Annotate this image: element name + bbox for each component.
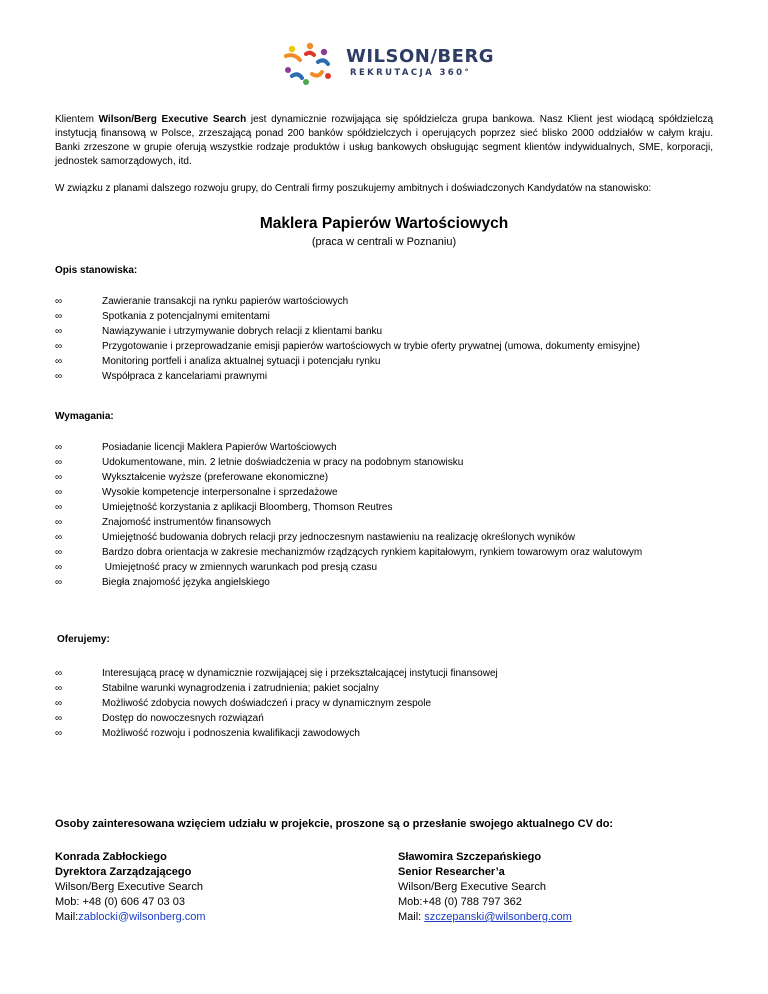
section-heading-requirements: Wymagania: — [55, 411, 114, 422]
infinity-bullet-icon: ∞ — [55, 341, 63, 352]
infinity-bullet-icon: ∞ — [55, 457, 63, 468]
list-item-text: Wysokie kompetencje interpersonalne i sprzedażowe — [102, 487, 338, 498]
list-item — [55, 666, 498, 681]
position-title: Maklera Papierów Wartościowych — [259, 215, 509, 232]
list-item-text: Współpraca z kancelariami prawnymi — [102, 371, 268, 382]
list-item — [55, 369, 640, 384]
contact-mail-line — [398, 910, 718, 925]
list-item-text: Zawieranie transakcji na rynku papierów wartościowych — [102, 296, 349, 307]
logo-dot-yellow — [289, 46, 295, 52]
list-item — [55, 711, 498, 726]
lead-sentence: W związku z planami dalszego rozwoju grupy, do Centrali firmy poszukujemy ambitnych i doświadczonych Kandydatów na stanowisko: — [55, 183, 652, 194]
list-item-text: Spotkania z potencjalnymi emitentami — [102, 311, 270, 322]
infinity-bullet-icon: ∞ — [55, 683, 63, 694]
contact-card-1 — [55, 850, 375, 925]
list-item — [55, 681, 498, 696]
infinity-bullet-icon: ∞ — [55, 311, 63, 322]
contact-name: Konrada Zabłockiego — [55, 851, 167, 863]
list-item-text: Stabilne warunki wynagrodzenia i zatrudnienia; pakiet socjalny — [102, 683, 379, 694]
list-item — [55, 470, 642, 485]
logo-dot-orange — [307, 43, 313, 49]
infinity-bullet-icon: ∞ — [55, 487, 63, 498]
infinity-bullet-icon: ∞ — [55, 562, 63, 573]
email-link[interactable]: szczepanski@wilsonberg.com — [424, 911, 572, 923]
list-item — [55, 696, 498, 711]
list-item-text: Monitoring portfeli i analiza aktualnej sytuacji i potencjału rynku — [102, 356, 381, 367]
logo-arc-blue — [318, 60, 328, 64]
infinity-bullet-icon: ∞ — [55, 326, 63, 337]
list-item — [55, 500, 642, 515]
infinity-bullet-icon: ∞ — [55, 668, 63, 679]
contact-company: Wilson/Berg Executive Search — [55, 881, 203, 893]
list-item-text: Umiejętność korzystania z aplikacji Bloomberg, Thomson Reutres — [102, 502, 393, 513]
list-item — [55, 354, 640, 369]
offer-list — [55, 666, 498, 741]
list-item — [55, 309, 640, 324]
logo-arc-red — [306, 53, 314, 55]
list-item — [55, 485, 642, 500]
list-item-text: Bardzo dobra orientacja w zakresie mechanizmów rządzących rynkiem kapitałowym, rynkiem towarowym oraz walutowym — [102, 547, 643, 558]
logo-mark-icon — [280, 40, 340, 88]
infinity-bullet-icon: ∞ — [55, 296, 63, 307]
list-item — [55, 440, 642, 455]
list-item — [55, 575, 642, 590]
position-location: (praca w centrali w Poznaniu) — [311, 236, 457, 248]
logo-tagline: REKRUTACJA 360° — [350, 68, 472, 78]
infinity-bullet-icon: ∞ — [55, 502, 63, 513]
description-list — [55, 294, 640, 384]
list-item — [55, 324, 640, 339]
infinity-bullet-icon: ∞ — [55, 547, 63, 558]
list-item-text: Dostęp do nowoczesnych rozwiązań — [102, 713, 264, 724]
section-heading-description: Opis stanowiska: — [55, 265, 138, 276]
logo-dot-red — [325, 73, 331, 79]
infinity-bullet-icon: ∞ — [55, 698, 63, 709]
list-item — [55, 560, 642, 575]
intro-paragraph — [55, 113, 713, 169]
infinity-bullet-icon: ∞ — [55, 532, 63, 543]
list-item-text: Interesującą pracę w dynamicznie rozwijającej się i przekształcającej instytucji finansowej — [102, 668, 498, 679]
logo-arc-blue-2 — [292, 74, 302, 78]
infinity-bullet-icon: ∞ — [55, 442, 63, 453]
logo-arc-orange-2 — [312, 72, 322, 76]
list-item-text: Umiejętność pracy w zmiennych warunkach pod presją czasu — [102, 562, 378, 573]
infinity-bullet-icon: ∞ — [55, 472, 63, 483]
list-item — [55, 726, 498, 741]
list-item-text: Możliwość rozwoju i podnoszenia kwalifikacji zawodowych — [102, 728, 360, 739]
email-link[interactable]: zablocki@wilsonberg.com — [78, 911, 206, 923]
contact-role: Dyrektora Zarządzającego — [55, 866, 192, 878]
contact-mail-line — [55, 910, 375, 925]
list-item-text: Nawiązywanie i utrzymywanie dobrych relacji z klientami banku — [102, 326, 383, 337]
infinity-bullet-icon: ∞ — [55, 713, 63, 724]
contact-card-2 — [398, 850, 718, 925]
list-item — [55, 455, 642, 470]
list-item — [55, 530, 642, 545]
list-item — [55, 515, 642, 530]
list-item-text: Znajomość instrumentów finansowych — [102, 517, 271, 528]
logo-arc-orange — [286, 55, 300, 60]
requirements-list — [55, 440, 642, 590]
contact-name: Sławomira Szczepańskiego — [398, 851, 542, 863]
list-item — [55, 545, 642, 560]
list-item-text: Biegła znajomość języka angielskiego — [102, 577, 270, 588]
mail-label: Mail: — [55, 911, 79, 923]
list-item-text: Przygotowanie i przeprowadzanie emisji papierów wartościowych w trybie oferty prywatnej (umowa, dokumenty emisyjne) — [102, 341, 640, 352]
list-item-text: Udokumentowane, min. 2 letnie doświadczenia w pracy na podobnym stanowisku — [102, 457, 464, 468]
contact-phone: Mob:+48 (0) 788 797 362 — [398, 896, 522, 908]
infinity-bullet-icon: ∞ — [55, 517, 63, 528]
infinity-bullet-icon: ∞ — [55, 371, 63, 382]
client-name: Wilson/Berg Executive Search — [98, 114, 247, 125]
infinity-bullet-icon: ∞ — [55, 577, 63, 588]
intro-body: jest dynamicznie rozwijająca się spółdzielcza grupa bankowa. Nasz Klient jest wiodącą spółdzielczą instytucją finansową w Polsce, zrzeszającą ponad 200 banków spółdzielczych i operujących poprzez sieć blisko 2000 oddziałów w całym kraju. Banki zrzeszone w grupie oferują wszystkie rodzaje produktów i usług bankowych obsługując segment klientów indywidualnych, SME, korporacji, jednostek samorządowych, itd. — [55, 114, 714, 167]
contact-role: Senior Researcher’a — [398, 866, 505, 878]
list-item-text: Możliwość zdobycia nowych doświadczeń i pracy w dynamicznym zespole — [102, 698, 432, 709]
list-item-text: Wykształcenie wyższe (preferowane ekonomiczne) — [102, 472, 329, 483]
cta-sentence: Osoby zainteresowana wzięciem udziału w projekcie, proszone są o przesłanie swojego aktualnego CV do: — [55, 818, 614, 830]
company-logo — [280, 40, 495, 88]
list-item-text: Umiejętność budowania dobrych relacji przy jednoczesnym nastawieniu na realizację określonych wyników — [102, 532, 576, 543]
contact-phone: Mob: +48 (0) 606 47 03 03 — [55, 896, 185, 908]
intro-prefix: Klientem — [55, 114, 99, 125]
logo-dot-purple — [321, 49, 327, 55]
infinity-bullet-icon: ∞ — [55, 356, 63, 367]
list-item — [55, 339, 640, 354]
contact-company: Wilson/Berg Executive Search — [398, 881, 546, 893]
list-item — [55, 294, 640, 309]
list-item-text: Posiadanie licencji Maklera Papierów Wartościowych — [102, 442, 337, 453]
mail-label: Mail: — [398, 911, 425, 923]
logo-dot-green — [303, 79, 309, 85]
infinity-bullet-icon: ∞ — [55, 728, 63, 739]
logo-dot-purple-2 — [285, 67, 291, 73]
logo-wordmark: WILSON/BERG — [346, 46, 495, 67]
section-heading-offer: Oferujemy: — [57, 634, 110, 645]
